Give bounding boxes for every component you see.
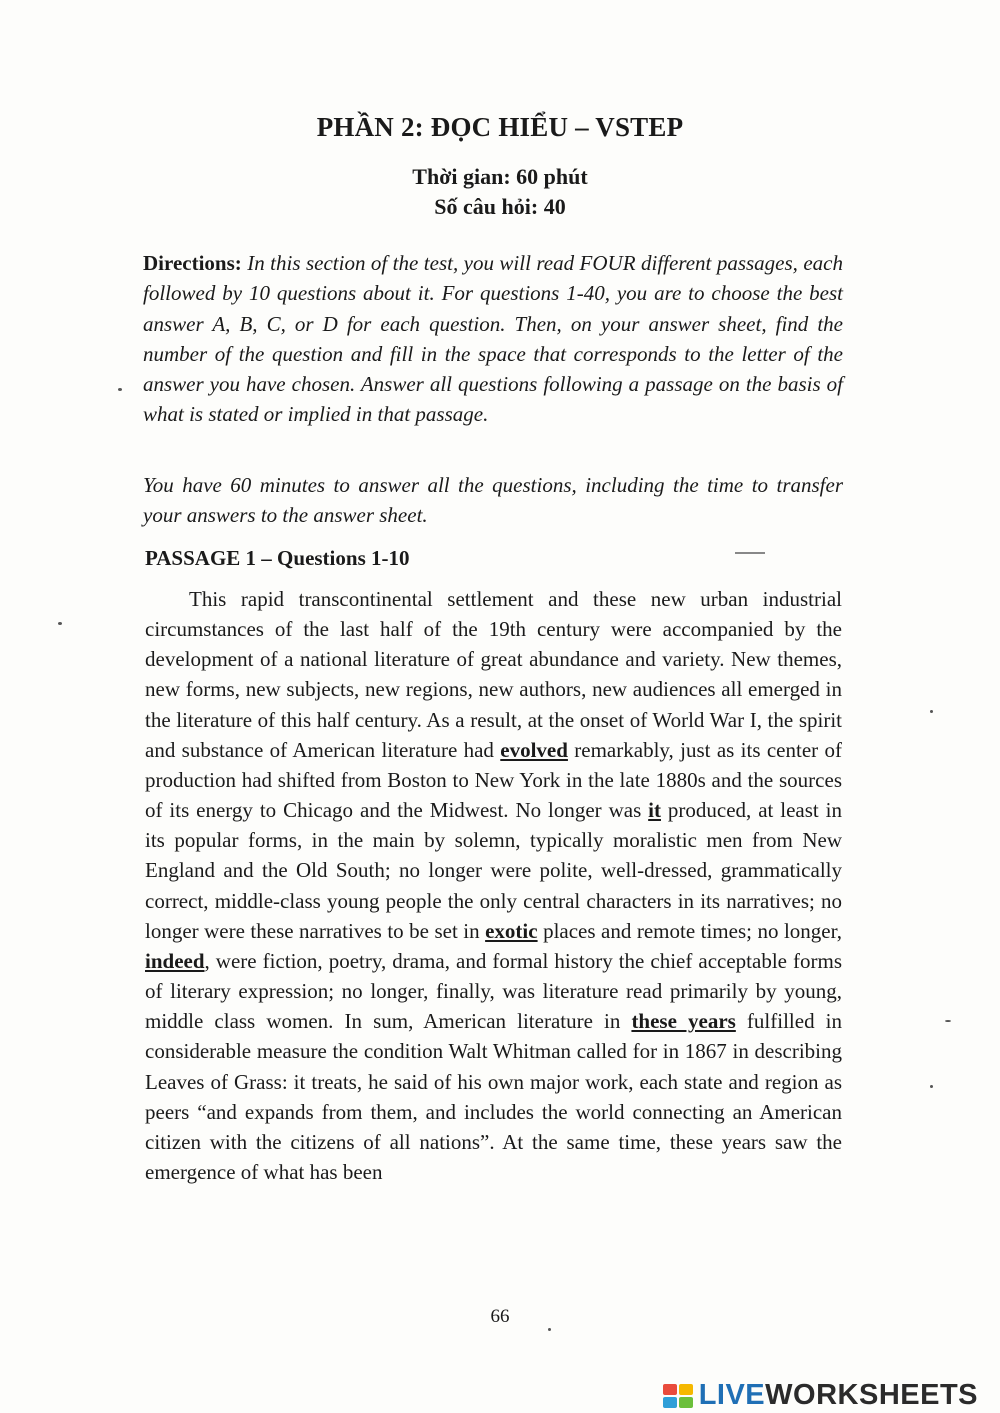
scan-speck <box>930 1085 933 1088</box>
watermark-live: LIVE <box>698 1379 766 1411</box>
directions-paragraph <box>143 248 843 430</box>
scan-speck <box>945 1020 951 1022</box>
directions-label: Directions: <box>143 251 242 275</box>
scan-speck <box>548 1328 551 1331</box>
passage-segment: fulfilled in considerable measure the condition Walt Whitman called for in 1867 in describing Leaves of Grass: it treats, he said of his own major work, each state and region as peers “and expands from them, and includes the world connecting an American citizen with the citizens of all nations”. At the same time, these years saw the emergence of what has been <box>145 1009 842 1184</box>
scan-speck <box>58 622 62 625</box>
passage-segment: This rapid transcontinental settlement and these new urban industrial circumstances of the last half of the 19th century were accompanied by the development of a national literature of great abundance and variety. New themes, new forms, new subjects, new regions, new authors, new audiences all emerged in the literature of this half century. As a result, at the onset of World War I, the spirit and substance of American literature had <box>145 587 842 762</box>
keyword-evolved: evolved <box>500 737 568 762</box>
time-limit: Thời gian: 60 phút <box>412 164 588 189</box>
keyword-exotic: exotic <box>485 918 538 943</box>
passage-segment: remarkably, just as its center of production had shifted from Boston to New York in the late 1880s and the sources of its energy to Chicago and the Midwest. No longer was <box>145 737 842 823</box>
passage-text <box>145 584 842 1187</box>
time-note: You have 60 minutes to answer all the questions, including the time to transfer your answers to the answer sheet. <box>143 473 843 528</box>
passage-segment: , were fiction, poetry, drama, and formal history the chief acceptable forms of literary expression; no longer, finally, was literature read primarily by young, middle class women. In sum, American literature in <box>145 948 842 1034</box>
liveworksheets-watermark <box>663 1379 978 1412</box>
watermark-worksheets: WORKSHEETS <box>765 1379 978 1411</box>
keyword-these-years: these years <box>631 1009 736 1034</box>
question-count: Số câu hỏi: 40 <box>434 194 566 219</box>
keyword-it: it <box>648 798 661 823</box>
scan-speck <box>118 388 122 391</box>
scan-speck <box>735 552 765 554</box>
scan-speck <box>930 710 933 713</box>
passage-heading: PASSAGE 1 – Questions 1-10 <box>145 546 410 570</box>
passage-segment: produced, at least in its popular forms, in the main by solemn, typically moralistic men from New England and the Old South; no longer were polite, well-dressed, grammatically correct, middle-class young people the only central characters in its narratives; no longer were these narratives to be set in <box>145 798 842 943</box>
watermark-text <box>699 1379 978 1412</box>
liveworksheets-logo-icon <box>663 1384 693 1408</box>
directions-text: In this section of the test, you will read FOUR different passages, each followed by 10 questions about it. For questions 1-40, you are to choose the best answer A, B, C, or D for each question. Then, on your answer sheet, find the number of the question and fill in the space that corresponds to the letter of the answer you have chosen. Answer all questions following a passage on the basis of what is stated or implied in that passage. <box>143 251 843 427</box>
passage-segment: places and remote times; no longer, <box>537 918 842 943</box>
page-title: PHẦN 2: ĐỌC HIỂU – VSTEP <box>316 112 684 142</box>
keyword-indeed: indeed <box>145 948 205 973</box>
page-number: 66 <box>490 1306 510 1327</box>
